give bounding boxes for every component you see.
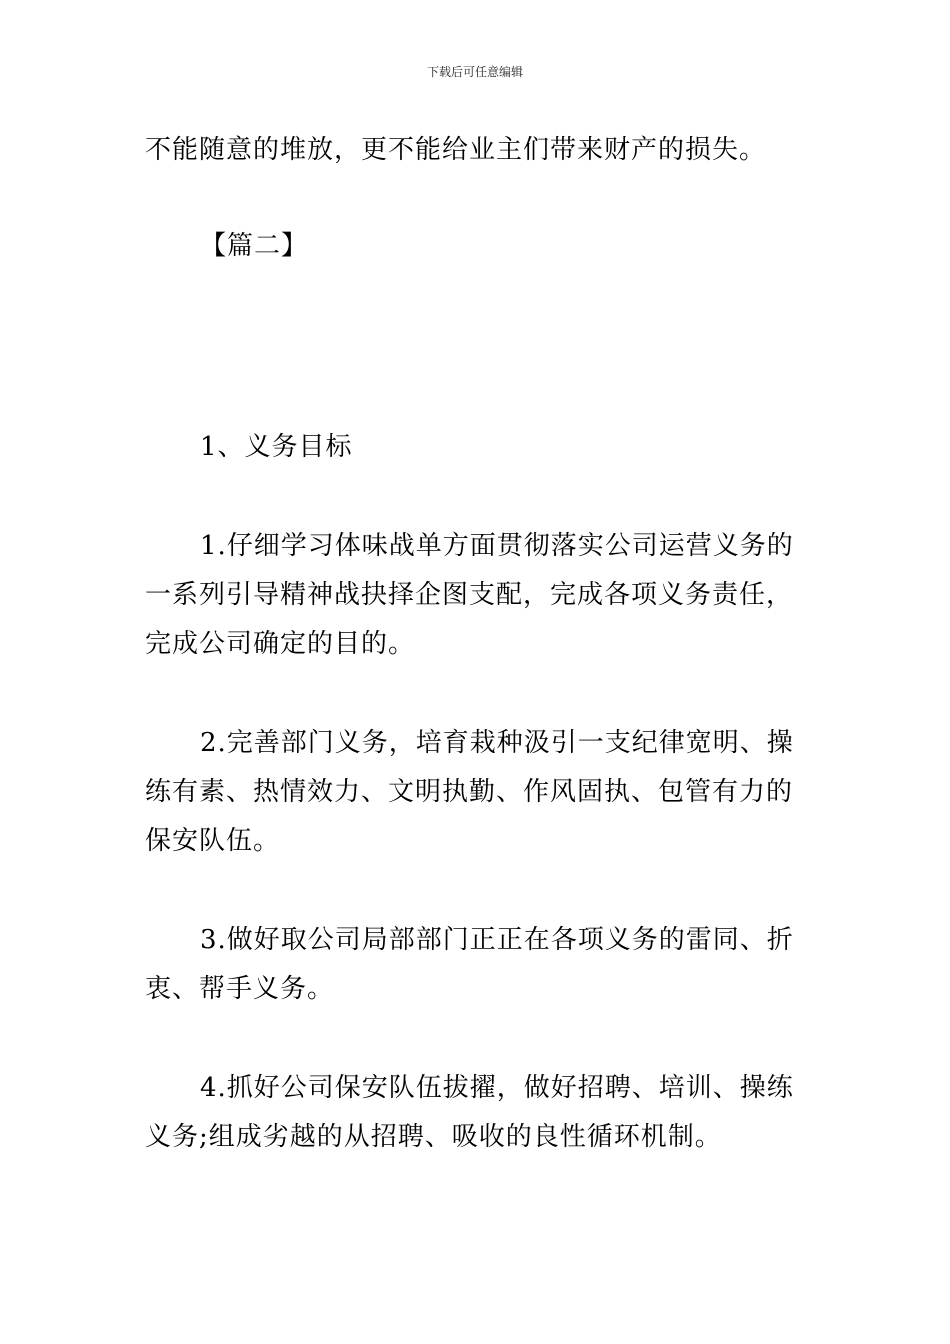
section-title: 【篇二】 [200, 231, 309, 261]
list-item-2: 2.完善部门义务，培育栽种汲引一支纪律宽明、操练有素、热情效力、文明执勤、作风固执、包管有力的保安队伍。 [145, 728, 794, 856]
document-body [145, 126, 809, 1162]
list-item-3: 3.做好取公司局部部门正正在各项义务的雷同、折衷、帮手义务。 [145, 925, 794, 1004]
list-item-1: 1.仔细学习体味战单方面贯彻落实公司运营义务的一系列引导精神战抉择企图支配，完成各项义务责任，完成公司确定的目的。 [145, 531, 794, 659]
list-item-4: 4.抓好公司保安队伍拔擢，做好招聘、培训、操练义务;组成劣越的从招聘、吸收的良性循环机制。 [145, 1073, 794, 1152]
paragraph-continuation: 不能随意的堆放，更不能给业主们带来财产的损失。 [145, 135, 767, 165]
page-header: 下载后可任意编辑 [426, 65, 523, 79]
section-heading: 1、义务目标 [200, 432, 353, 462]
